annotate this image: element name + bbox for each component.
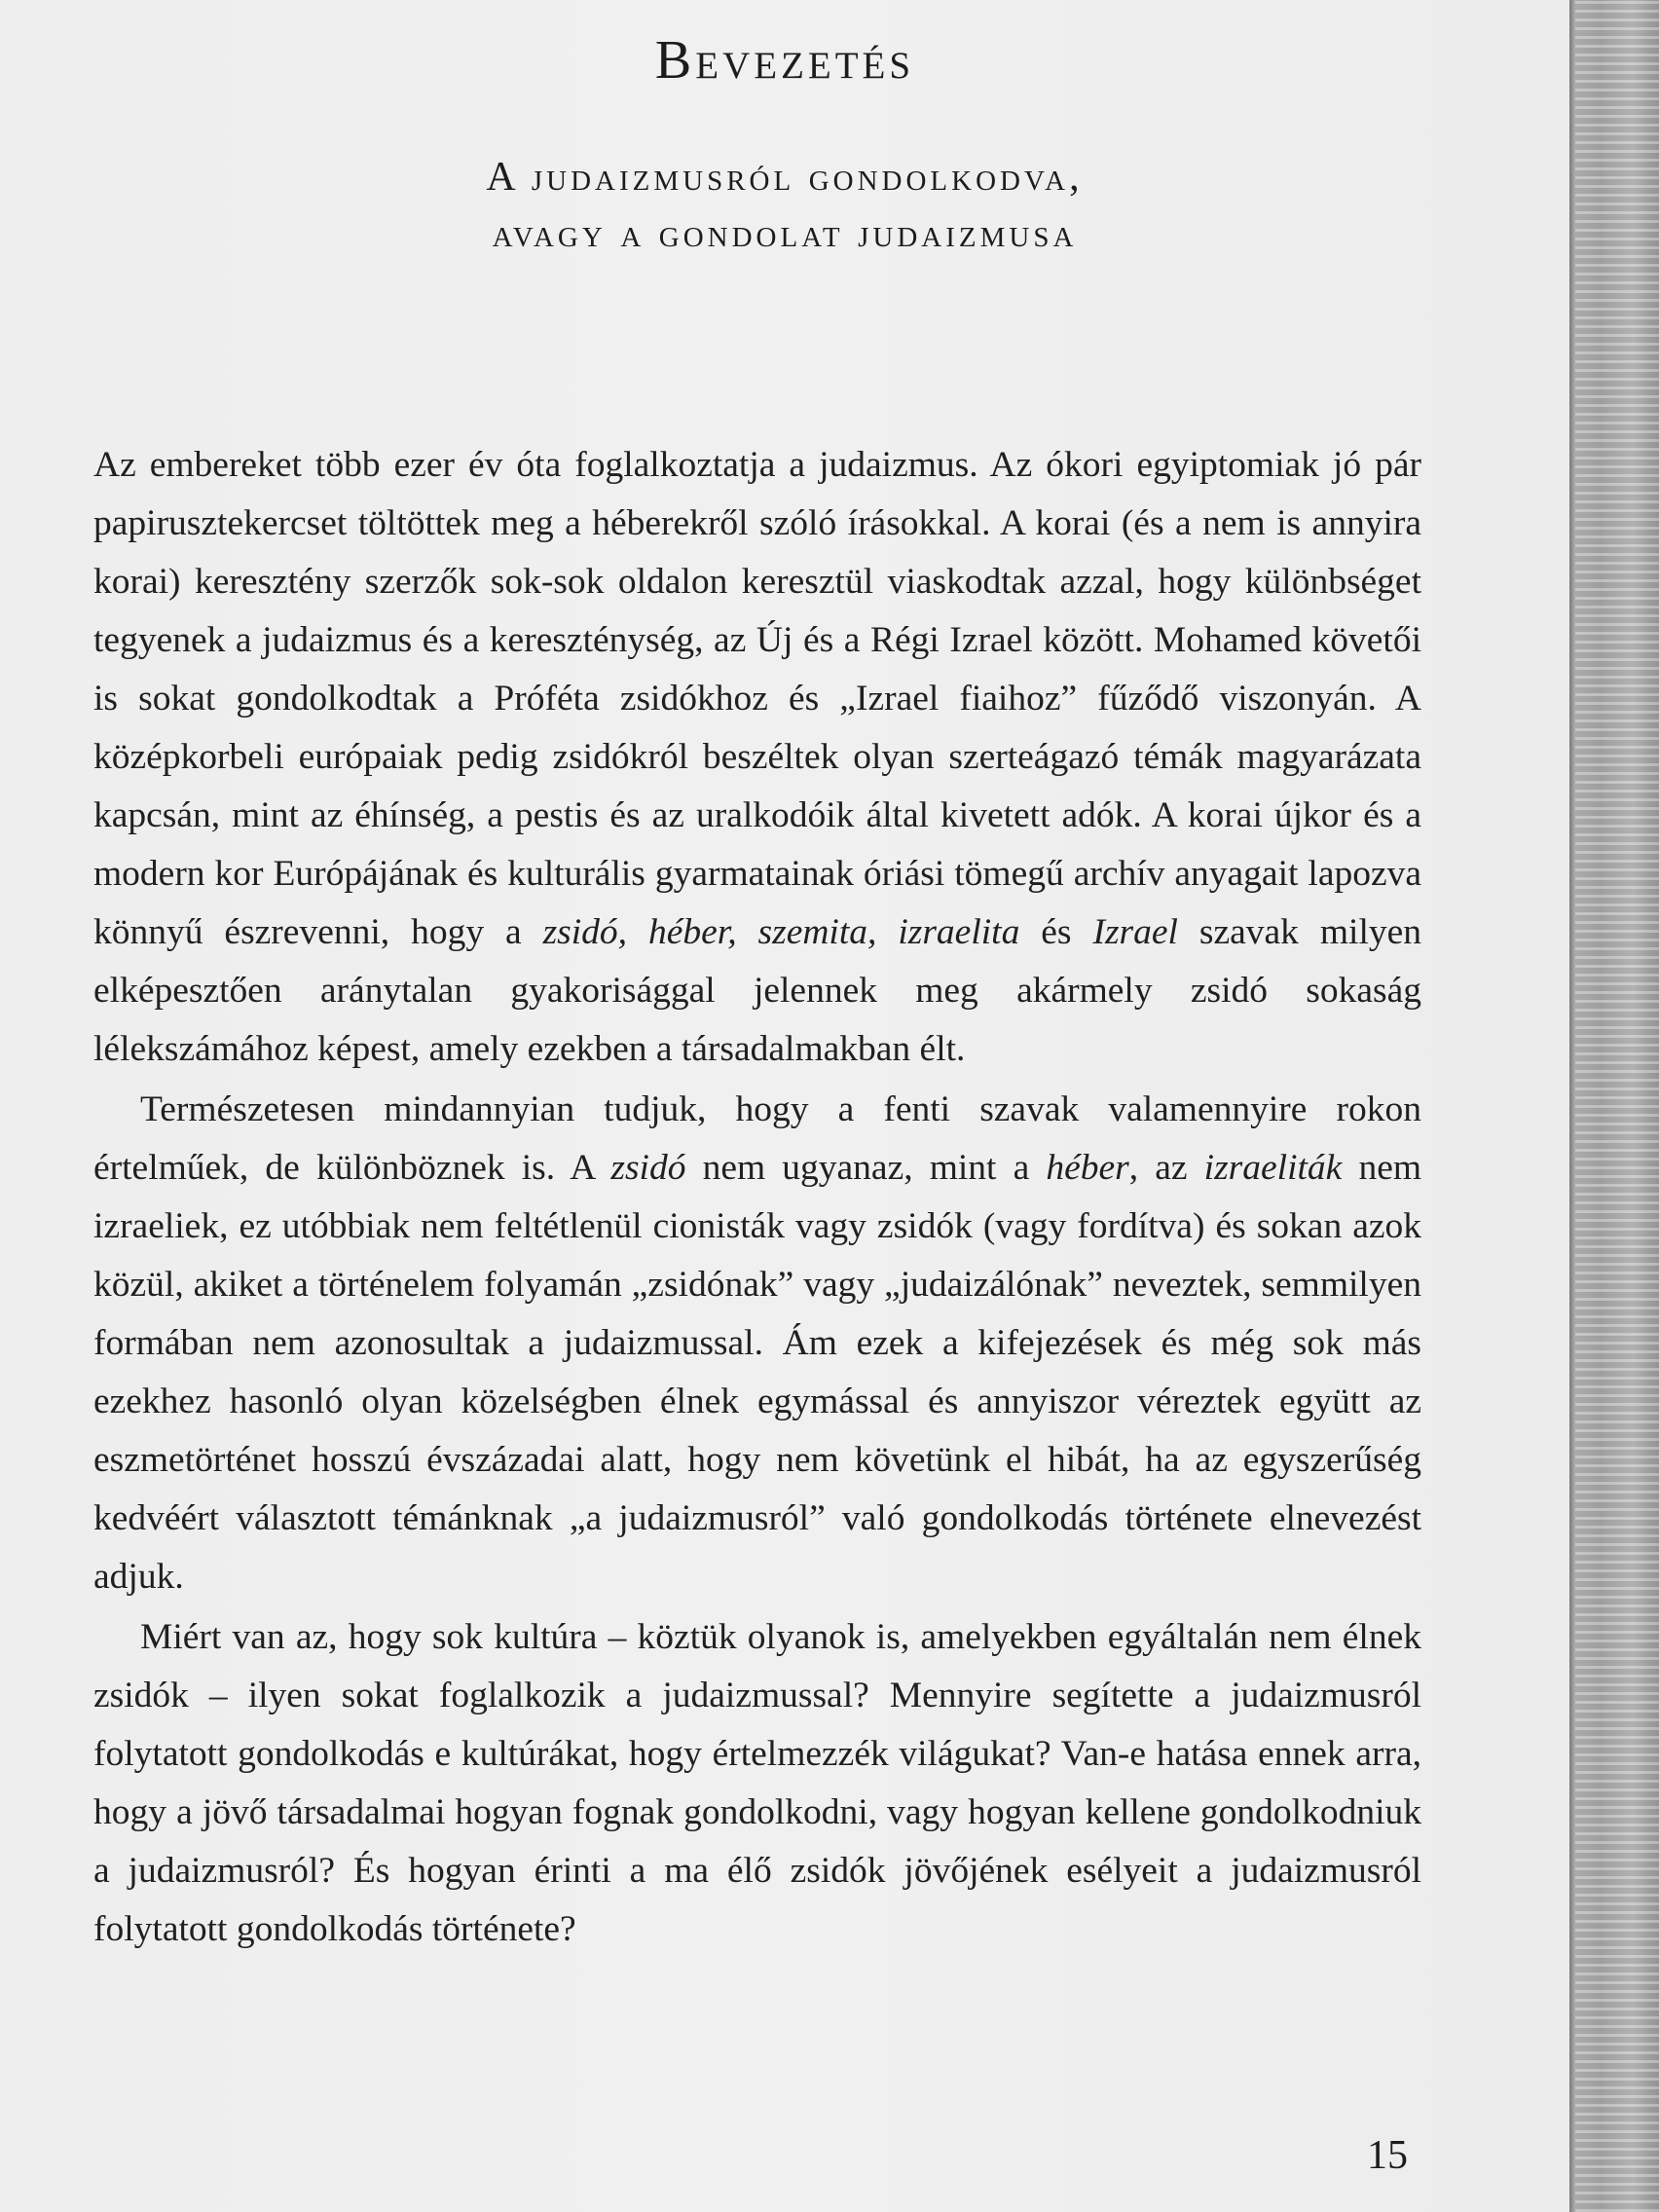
body-text bbox=[93, 436, 1421, 1961]
paragraph-2-italic-heber: héber bbox=[1046, 1148, 1129, 1188]
paragraph-2-text-b: nem ugyanaz, mint a bbox=[702, 1148, 1030, 1188]
paragraph-2 bbox=[93, 1081, 1421, 1606]
paragraph-3 bbox=[93, 1608, 1421, 1959]
paragraph-1-text-b: és bbox=[1041, 912, 1072, 952]
adjacent-page-stack bbox=[1569, 0, 1659, 2212]
page-number: 15 bbox=[1367, 2133, 1408, 2178]
paragraph-2-text-a: Természetesen mindannyian tudjuk, hogy a fenti szavak valamennyire rokon értelműek, de különböznek is. A bbox=[93, 1089, 1421, 1188]
paragraph-1-text-a: Az embereket több ezer év óta foglalkoztatja a judaizmus. Az ókori egyiptomiak jó pár papirusztekercset töltöttek meg a héberekről szóló írásokkal. A korai (és a nem is annyira korai) keresztény szerzők sok-sok oldalon keresztül viaskodtak azzal, hogy különbséget tegyenek a judaizmus és a kereszténység, az Új és a Régi Izrael között. Mohamed követői is sokat gondolkodtak a Próféta zsidókhoz és „Izrael fiaihoz” fűződő viszonyán. A középkorbeli európaiak pedig zsidókról beszéltek olyan szerteágazó témák magyarázata kapcsán, mint az éhínség, a pestis és az uralkodóik által kivetett adók. A korai újkor és a modern kor Európájának és kulturális gyarmatainak óriási tömegű archív anyagait lapozva könnyű észrevenni, hogy a bbox=[93, 445, 1421, 952]
paragraph-3-text: Miért van az, hogy sok kultúra – köztük olyanok is, amelyekben egyáltalán nem élnek zsidók – ilyen sokat foglalkozik a judaizmussal? Mennyire segítette a judaizmusról folytatott gondolkodás e kultúrákat, hogy értelmezzék világukat? Van-e hatása ennek arra, hogy a jövő társadalmai hogyan fognak gondolkodni, vagy hogyan kellene gondolkodniuk a judaizmusról? És hogyan érinti a ma élő zsidók jövőjének esélyeit a judaizmusról folytatott gondolkodás története? bbox=[93, 1617, 1421, 1949]
paragraph-2-italic-zsido: zsidó bbox=[610, 1148, 686, 1188]
paragraph-1-italic-terms: zsidó, héber, szemita, izraelita bbox=[542, 912, 1020, 952]
paragraph-2-text-c: , az bbox=[1128, 1148, 1188, 1188]
subtitle-line-2: avagy a gondolat judaizmusa bbox=[492, 211, 1078, 256]
paragraph-1-italic-israel: Izrael bbox=[1092, 912, 1178, 952]
chapter-title: Bevezetés bbox=[654, 30, 915, 91]
subtitle-line-1: A judaizmusról gondolkodva, bbox=[486, 155, 1084, 200]
paragraph-2-italic-izraelitak: izraeliták bbox=[1203, 1148, 1343, 1188]
paragraph-1-text-c: szavak milyen elképesztően aránytalan gyakorisággal jelennek meg akármely zsidó sokaság lélekszámához képest, amely ezekben a társadalmakban élt. bbox=[93, 912, 1422, 1069]
paragraph-1 bbox=[93, 436, 1421, 1079]
page-edge-shadow bbox=[1569, 0, 1575, 2212]
paragraph-2-text-d: nem izraeliek, ez utóbbiak nem feltétlenül cionisták vagy zsidók (vagy fordítva) és sokan azok közül, akiket a történelem folyamán „zsidónak” vagy „judaizálónak” neveztek, semmilyen formában nem azonosultak a judaizmussal. Ám ezek a kifejezések és még sok más ezekhez hasonló olyan közelségben élnek egymással és annyiszor véreztek együtt az eszmetörténet hosszú évszázadai alatt, hogy nem követünk el hibát, ha az egyszerűség kedvéért választott témánknak „a judaizmusról” való gondolkodás története elnevezést adjuk. bbox=[93, 1148, 1422, 1597]
